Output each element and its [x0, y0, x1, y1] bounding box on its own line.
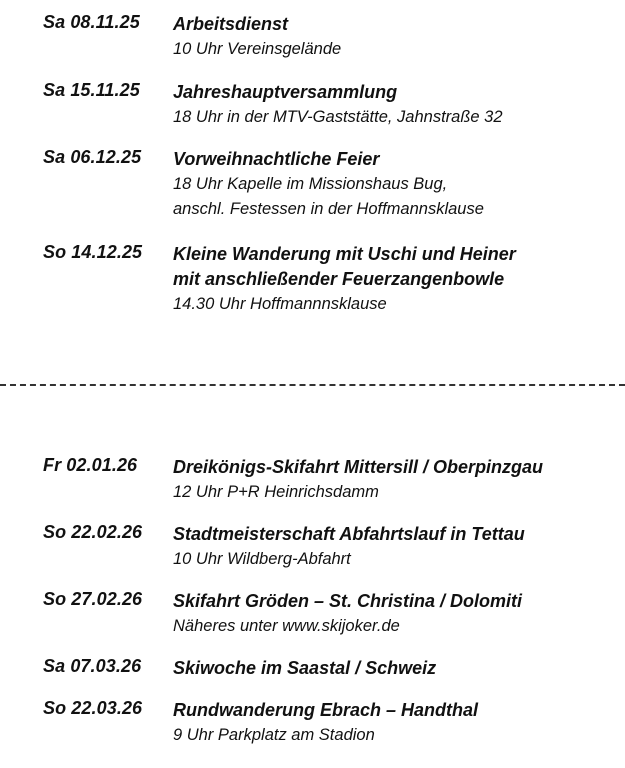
event-content: [173, 656, 618, 681]
event-detail: Näheres unter www.skijoker.de: [173, 617, 400, 635]
event-content: [173, 589, 618, 639]
event-date: Sa 08.11.25: [43, 12, 140, 32]
event-title: Arbeitsdienst: [173, 14, 289, 34]
event-title: Rundwanderung Ebrach – Handthal: [173, 700, 479, 720]
event-content: [173, 698, 618, 748]
event-detail: 14.30 Uhr Hoffmannnsklause: [173, 295, 387, 313]
event-date: Sa 15.11.25: [43, 80, 140, 100]
event-title: Skiwoche im Saastal / Schweiz: [173, 658, 437, 678]
event-title: Skifahrt Gröden – St. Christina / Dolomiti: [173, 591, 523, 611]
event-title: Dreikönigs-Skifahrt Mittersill / Oberpinzgau: [173, 457, 544, 477]
event-date: Fr 02.01.26: [43, 455, 138, 475]
event-content: [173, 455, 618, 505]
event-content: [173, 147, 618, 222]
event-detail: 10 Uhr Wildberg-Abfahrt: [173, 550, 351, 568]
event-content: [173, 80, 618, 130]
event-detail: 12 Uhr P+R Heinrichsdamm: [173, 483, 379, 501]
event-content: [173, 12, 618, 62]
event-detail: anschl. Festessen in der Hoffmannsklause: [173, 200, 484, 218]
event-title: Stadtmeisterschaft Abfahrtslauf in Tettau: [173, 524, 525, 544]
event-date: So 22.02.26: [43, 522, 143, 542]
event-detail: 9 Uhr Parkplatz am Stadion: [173, 726, 375, 744]
event-content: [173, 242, 618, 317]
event-detail: 18 Uhr in der MTV-Gaststätte, Jahnstraße 32: [173, 108, 503, 126]
event-date: So 14.12.25: [43, 242, 143, 262]
event-date: So 27.02.26: [43, 589, 143, 609]
section-divider: [0, 384, 625, 386]
event-title-continued: mit anschließender Feuerzangenbowle: [173, 269, 505, 289]
event-title: Jahreshauptversammlung: [173, 82, 398, 102]
event-title: Vorweihnachtliche Feier: [173, 149, 380, 169]
event-date: Sa 06.12.25: [43, 147, 142, 167]
event-date: So 22.03.26: [43, 698, 143, 718]
event-content: [173, 522, 618, 572]
event-detail: 18 Uhr Kapelle im Missionshaus Bug,: [173, 175, 448, 193]
event-date: Sa 07.03.26: [43, 656, 142, 676]
event-title: Kleine Wanderung mit Uschi und Heiner: [173, 244, 516, 264]
event-detail: 10 Uhr Vereinsgelände: [173, 40, 342, 58]
